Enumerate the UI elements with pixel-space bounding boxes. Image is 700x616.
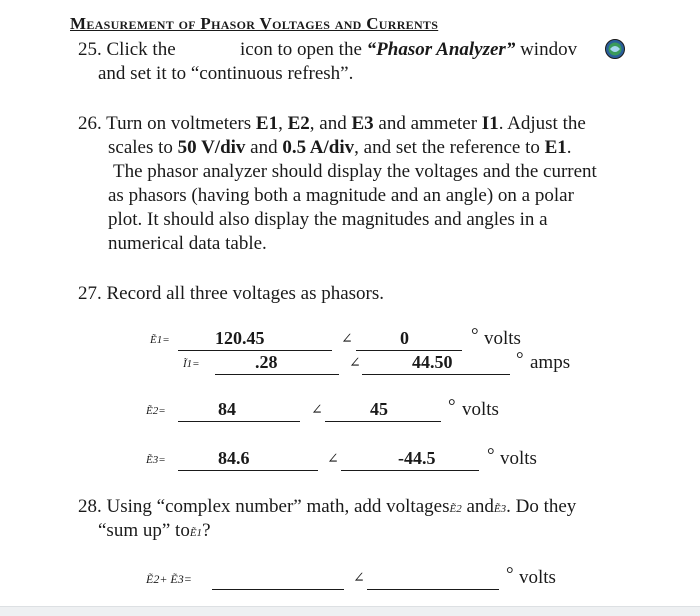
i1-ang-line[interactable] bbox=[362, 374, 510, 375]
angle-symbol: ∠ bbox=[327, 452, 339, 467]
q26-text: and ammeter bbox=[373, 113, 482, 134]
q25-line2: and set it to “continuous refresh”. bbox=[98, 63, 354, 84]
degree-symbol: ° bbox=[516, 349, 524, 370]
q26-line2 bbox=[108, 136, 572, 160]
q28-text: “sum up” to bbox=[98, 520, 190, 541]
q26-text: . bbox=[566, 137, 572, 158]
phasor-analyzer-icon[interactable] bbox=[604, 38, 626, 60]
e3-mag-value: 84.6 bbox=[218, 448, 250, 468]
e1-mag-value: 120.45 bbox=[215, 328, 265, 348]
e3-label: Ẽ3= bbox=[146, 454, 166, 466]
e1-ang-value: 0 bbox=[400, 328, 409, 348]
e3-ang-line[interactable] bbox=[341, 470, 479, 471]
e3-ang-value: -44.5 bbox=[398, 448, 436, 468]
q26-text: scales to bbox=[108, 137, 178, 158]
q27-number: 27. bbox=[78, 283, 102, 304]
q28-e1: Ẽ1 bbox=[189, 527, 203, 539]
e2-ang-value: 45 bbox=[370, 399, 388, 419]
q26-text: . Adjust the bbox=[498, 113, 586, 134]
q26-line4: as phasors (having both a magnitude and an angle) on a polar bbox=[108, 185, 574, 206]
sum-unit: volts bbox=[519, 567, 556, 588]
q25-number: 25. bbox=[78, 39, 102, 60]
q25-mid-text: icon to open the bbox=[240, 39, 362, 60]
q26-text: and bbox=[245, 137, 283, 158]
q28-line1 bbox=[78, 495, 576, 521]
q25-line1 bbox=[78, 38, 176, 62]
q26-adiv: 0.5 A/div bbox=[282, 137, 355, 158]
q26-line5: plot. It should also display the magnitudes and angles in a bbox=[108, 209, 548, 230]
sum-label: Ẽ2+ Ẽ3= bbox=[146, 572, 192, 586]
q26-i1: I1 bbox=[481, 113, 499, 134]
q28-text: . Do they bbox=[506, 496, 577, 517]
e2-label: Ẽ2= bbox=[146, 405, 166, 417]
angle-symbol: ∠ bbox=[341, 332, 353, 347]
sum-mag-line[interactable] bbox=[212, 589, 344, 590]
e1-unit: volts bbox=[484, 328, 521, 349]
q26-line3: The phasor analyzer should display the voltages and the current bbox=[113, 161, 597, 182]
q26-text: , and set the reference to bbox=[354, 137, 545, 158]
e3-unit: volts bbox=[500, 448, 537, 469]
e3-mag-line[interactable] bbox=[178, 470, 318, 471]
q28-text: ? bbox=[202, 520, 211, 541]
degree-symbol: ° bbox=[448, 396, 456, 417]
q25-line1b bbox=[240, 38, 577, 62]
q26-e3: E3 bbox=[351, 113, 374, 134]
q28-e2: Ẽ2 bbox=[449, 503, 462, 515]
q26-e2: E2 bbox=[287, 113, 310, 134]
q26-ref: E1 bbox=[544, 137, 567, 158]
i1-label: Ĩ1= bbox=[183, 358, 200, 370]
angle-symbol: ∠ bbox=[311, 403, 323, 418]
i1-unit: amps bbox=[530, 352, 571, 373]
e2-ang-line[interactable] bbox=[325, 421, 441, 422]
q26-e1: E1 bbox=[255, 113, 279, 134]
i1-mag-value: .28 bbox=[255, 352, 278, 372]
e1-ang-line[interactable] bbox=[356, 350, 462, 351]
e1-mag-line[interactable] bbox=[178, 350, 332, 351]
degree-symbol: ° bbox=[506, 564, 514, 585]
page-title: Measurement of Phasor Voltages and Currents bbox=[70, 14, 439, 33]
q27-line bbox=[78, 282, 384, 306]
i1-ang-value: 44.50 bbox=[412, 352, 453, 372]
q26-line1 bbox=[78, 112, 586, 136]
q25-app-name: “Phasor Analyzer” bbox=[366, 39, 516, 60]
q28-number: 28. bbox=[78, 496, 102, 517]
q25-click: Click the bbox=[106, 39, 176, 60]
q26-number: 26. bbox=[78, 113, 102, 134]
q26-line6: numerical data table. bbox=[108, 233, 267, 254]
e2-mag-line[interactable] bbox=[178, 421, 300, 422]
degree-symbol: ° bbox=[471, 325, 479, 346]
q26-vdiv: 50 V/div bbox=[177, 137, 246, 158]
i1-mag-line[interactable] bbox=[215, 374, 339, 375]
q28-e3: Ẽ3 bbox=[493, 503, 507, 515]
q25-window: windov bbox=[520, 39, 578, 60]
q28-text: Using “complex number” math, add voltages bbox=[106, 496, 450, 517]
degree-symbol: ° bbox=[487, 445, 495, 466]
angle-symbol: ∠ bbox=[353, 571, 365, 586]
q26-text: , bbox=[278, 113, 288, 134]
q28-line2 bbox=[98, 519, 211, 545]
q27-text: Record all three voltages as phasors. bbox=[106, 283, 385, 304]
q28-text: and bbox=[466, 496, 494, 517]
e1-label: Ẽ1= bbox=[150, 334, 170, 346]
q26-text: , and bbox=[309, 113, 352, 134]
q26-text: Turn on voltmeters bbox=[106, 113, 256, 134]
e2-unit: volts bbox=[462, 399, 499, 420]
sum-ang-line[interactable] bbox=[367, 589, 499, 590]
angle-symbol: ∠ bbox=[349, 356, 361, 371]
e2-mag-value: 84 bbox=[218, 399, 236, 419]
